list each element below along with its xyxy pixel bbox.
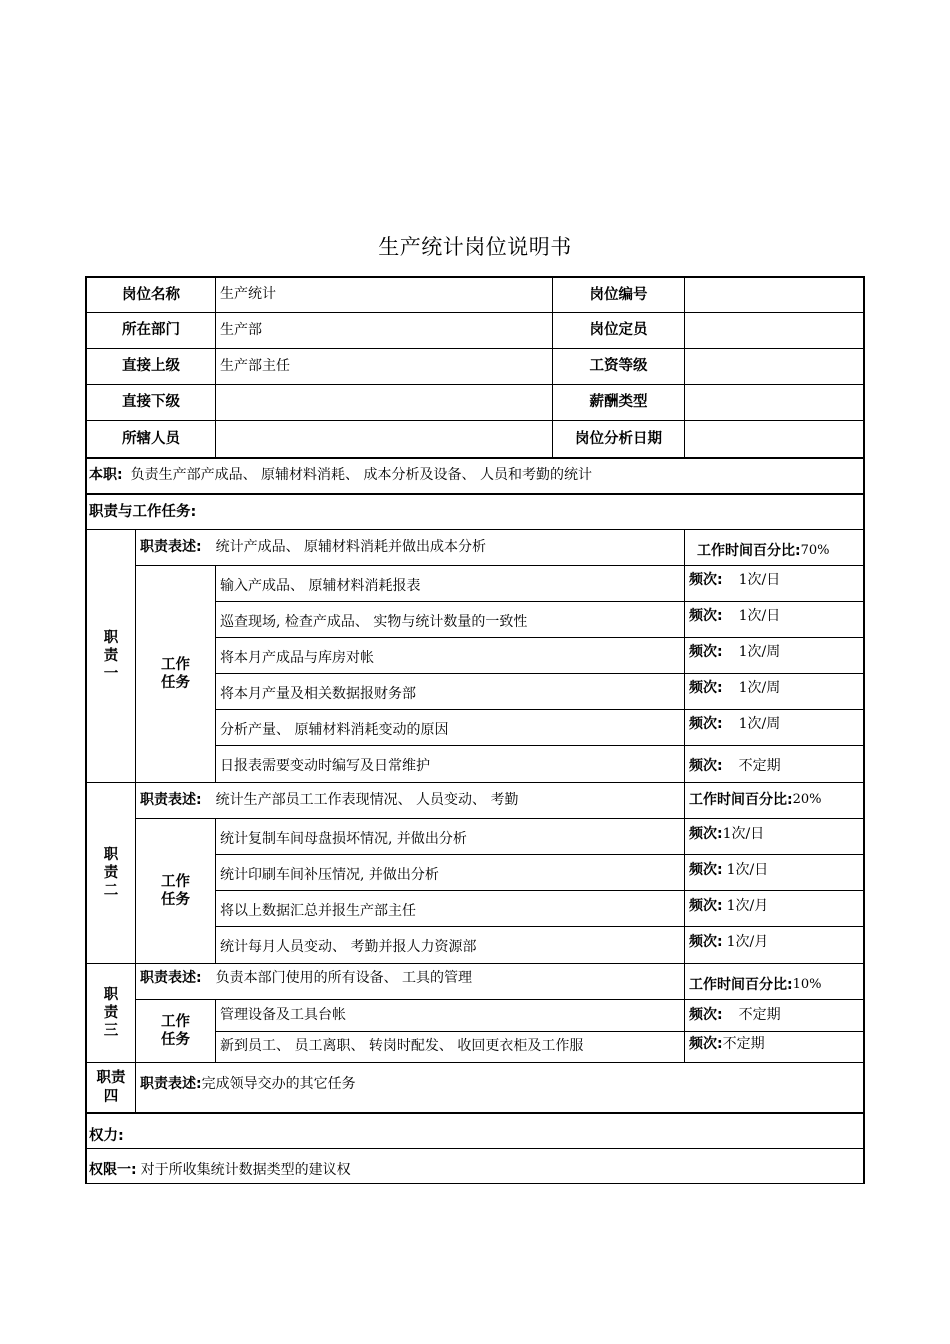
label-headcount: 岗位定员 bbox=[552, 312, 684, 348]
responsibilities-header: 职责与工作任务: bbox=[85, 493, 865, 529]
duty-4-desc: 职责表述: 完成领导交办的其它任务 bbox=[135, 1062, 865, 1112]
main-duty-label: 本职: bbox=[89, 467, 123, 484]
duty-2-desc: 职责表述: 统计生产部员工工作表现情况、 人员变动、 考勤 bbox=[135, 782, 684, 818]
duty-1-desc: 职责表述: 统计产成品、 原辅材料消耗并做出成本分析 bbox=[135, 529, 684, 565]
authority-item-1: 权限一: 对于所收集统计数据类型的建议权 bbox=[85, 1148, 865, 1184]
label-pay-type: 薪酬类型 bbox=[552, 384, 684, 420]
main-duty-row bbox=[85, 457, 865, 493]
value-post-name: 生产统计 bbox=[215, 276, 552, 312]
value-analysis-date bbox=[684, 420, 865, 457]
duty-2-task-2: 统计印刷车间补压情况, 并做出分析 bbox=[215, 854, 684, 890]
duty-1-time-percent: 工作时间百分比: 70% bbox=[684, 529, 865, 565]
duty-3-freq-1: 频次: 不定期 bbox=[684, 999, 865, 1031]
duty-1-freq-5: 频次: 1次/周 bbox=[684, 709, 865, 745]
value-headcount bbox=[684, 312, 865, 348]
table-right-border bbox=[863, 276, 865, 1184]
duty-3-freq-2: 频次: 不定期 bbox=[684, 1031, 865, 1062]
duty-1-freq-2: 频次: 1次/日 bbox=[684, 601, 865, 637]
job-description-table bbox=[85, 276, 865, 1184]
label-analysis-date: 岗位分析日期 bbox=[552, 420, 684, 457]
duty-3-desc: 职责表述: 负责本部门使用的所有设备、 工具的管理 bbox=[135, 963, 684, 999]
value-staff-under bbox=[215, 420, 552, 457]
duty-1-task-4: 将本月产量及相关数据报财务部 bbox=[215, 673, 684, 709]
duty-3-task-2: 新到员工、 员工离职、 转岗时配发、 收回更衣柜及工作服 bbox=[215, 1031, 684, 1062]
duty-1-task-2: 巡查现场, 检查产成品、 实物与统计数量的一致性 bbox=[215, 601, 684, 637]
duty-1-freq-6: 频次: 不定期 bbox=[684, 745, 865, 782]
duty-3-task-1: 管理设备及工具台帐 bbox=[215, 999, 684, 1031]
duty-2-task-label: 工作 任务 bbox=[135, 818, 215, 963]
label-salary-grade: 工资等级 bbox=[552, 348, 684, 384]
authority-header: 权力: bbox=[85, 1112, 865, 1148]
label-direct-subordinate: 直接下级 bbox=[85, 384, 215, 420]
duty-1-task-1: 输入产成品、 原辅材料消耗报表 bbox=[215, 565, 684, 601]
duty-1-freq-3: 频次: 1次/周 bbox=[684, 637, 865, 673]
value-direct-superior: 生产部主任 bbox=[215, 348, 552, 384]
duty-2-task-3: 将以上数据汇总并报生产部主任 bbox=[215, 890, 684, 926]
main-duty-text: 负责生产部产成品、 原辅材料消耗、 成本分析及设备、 人员和考勤的统计 bbox=[130, 467, 592, 484]
duty-1-task-3: 将本月产成品与库房对帐 bbox=[215, 637, 684, 673]
label-post-name: 岗位名称 bbox=[85, 276, 215, 312]
duty-2-task-4: 统计每月人员变动、 考勤并报人力资源部 bbox=[215, 926, 684, 963]
duty-1-task-6: 日报表需要变动时编写及日常维护 bbox=[215, 745, 684, 782]
value-post-number bbox=[684, 276, 865, 312]
duty-2-name: 职 责 二 bbox=[85, 782, 135, 963]
value-pay-type bbox=[684, 384, 865, 420]
label-direct-superior: 直接上级 bbox=[85, 348, 215, 384]
table-bottom-border bbox=[85, 1183, 865, 1184]
duty-2-freq-2: 频次: 1次/日 bbox=[684, 854, 865, 890]
label-staff-under: 所辖人员 bbox=[85, 420, 215, 457]
duty-3-name: 职 责 三 bbox=[85, 963, 135, 1062]
duty-3-task-label: 工作 任务 bbox=[135, 999, 215, 1062]
duty-1-task-5: 分析产量、 原辅材料消耗变动的原因 bbox=[215, 709, 684, 745]
document-title: 生产统计岗位说明书 bbox=[378, 235, 572, 259]
duty-2-time-percent: 工作时间百分比: 20% bbox=[684, 782, 865, 818]
duty-2-freq-4: 频次: 1次/月 bbox=[684, 926, 865, 963]
label-department: 所在部门 bbox=[85, 312, 215, 348]
duty-2-freq-1: 频次: 1次/日 bbox=[684, 818, 865, 854]
value-direct-subordinate bbox=[215, 384, 552, 420]
duty-1-freq-1: 频次: 1次/日 bbox=[684, 565, 865, 601]
duty-1-freq-4: 频次: 1次/周 bbox=[684, 673, 865, 709]
label-post-number: 岗位编号 bbox=[552, 276, 684, 312]
duty-2-freq-3: 频次: 1次/月 bbox=[684, 890, 865, 926]
duty-1-task-label: 工作 任务 bbox=[135, 565, 215, 782]
duty-2-task-1: 统计复制车间母盘损坏情况, 并做出分析 bbox=[215, 818, 684, 854]
duty-1-name: 职 责 一 bbox=[85, 529, 135, 782]
value-department: 生产部 bbox=[215, 312, 552, 348]
duty-4-name: 职责 四 bbox=[85, 1062, 135, 1112]
value-salary-grade bbox=[684, 348, 865, 384]
duty-3-time-percent: 工作时间百分比: 10% bbox=[684, 963, 865, 999]
